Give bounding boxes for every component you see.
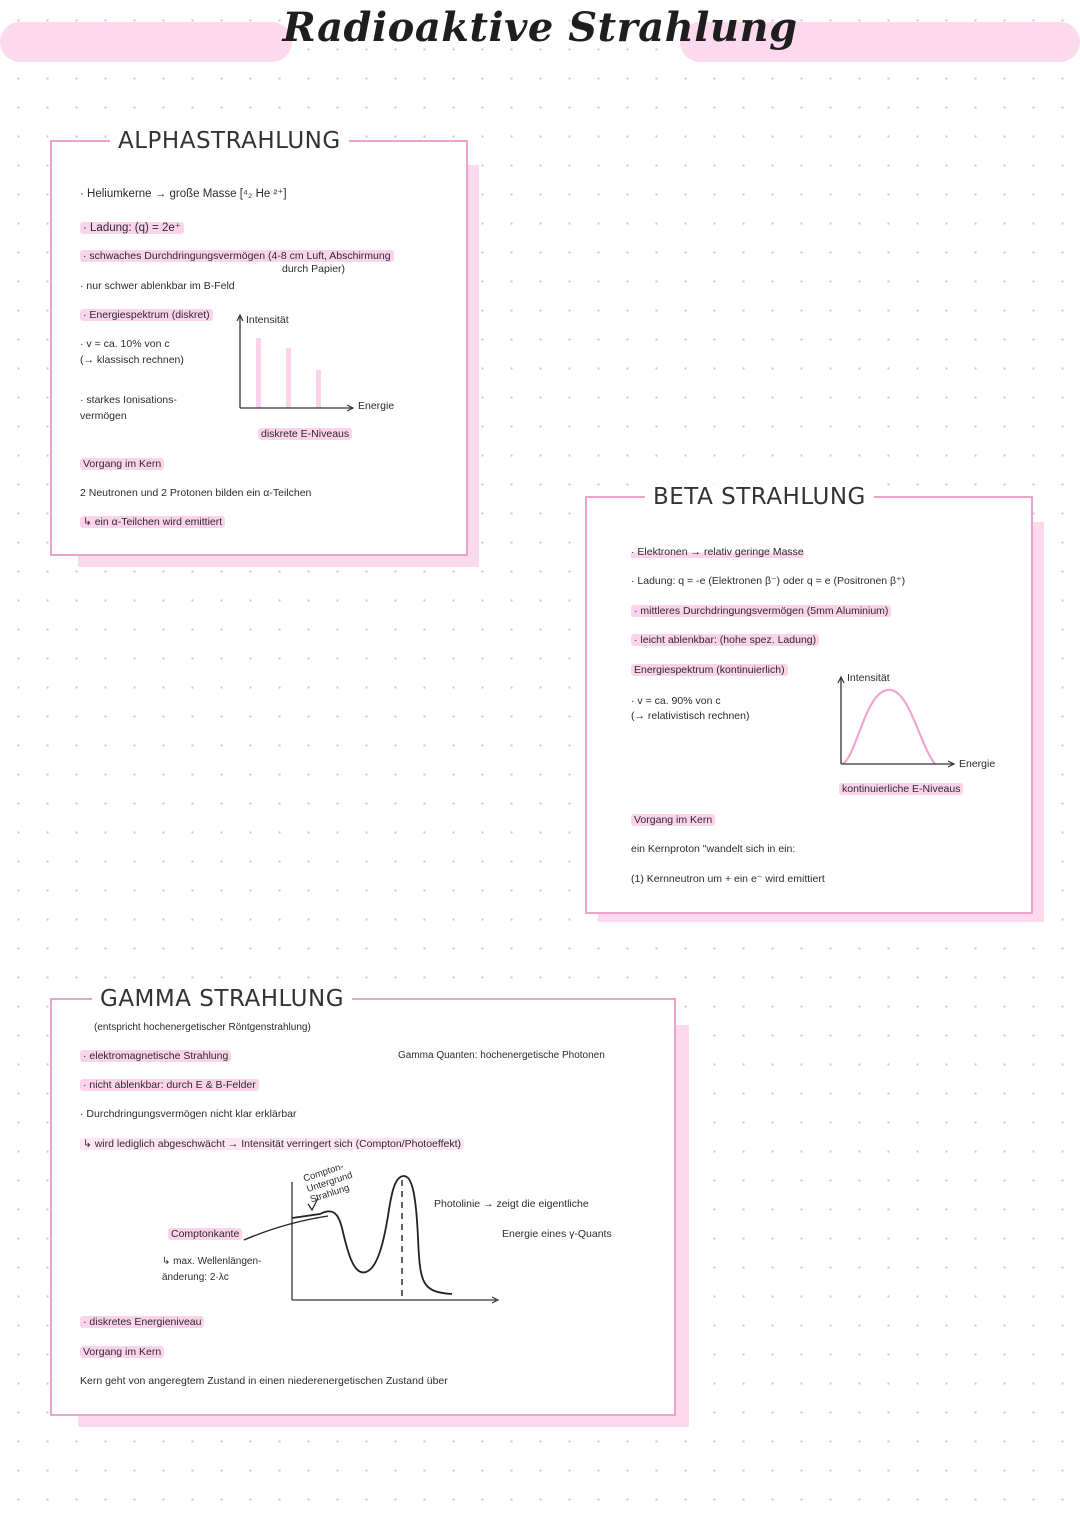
beta-line-3: · mittleres Durchdringungsvermögen (5mm Aluminium)	[631, 605, 891, 617]
alpha-process-2: ↳ ein α-Teilchen wird emittiert	[80, 516, 225, 528]
gamma-photo-line-2: Energie eines γ-Quants	[502, 1228, 612, 1240]
beta-line-7: (→ relativistisch rechnen)	[631, 710, 750, 722]
beta-process-1: ein Kernproton "wandelt sich in ein:	[631, 843, 796, 855]
gamma-heading: GAMMA STRAHLUNG	[92, 986, 352, 1012]
gamma-process-title: Vorgang im Kern	[80, 1346, 164, 1358]
gamma-line-1: · elektromagnetische Strahlung	[80, 1050, 231, 1062]
gamma-line-4: ↳ wird lediglich abgeschwächt → Intensität verringert sich (Compton/Photoeffekt)	[80, 1138, 464, 1150]
gamma-comptonkante-note-1: ↳ max. Wellenlängen-	[162, 1256, 262, 1267]
alpha-line-7: (→ klassisch rechnen)	[80, 354, 184, 366]
alpha-line-4: · nur schwer ablenkbar im B-Feld	[80, 280, 235, 292]
alpha-graph-caption: diskrete E-Niveaus	[258, 428, 352, 440]
beta-line-2: · Ladung: q = -e (Elektronen β⁻) oder q = e (Positronen β⁺)	[631, 575, 906, 587]
alpha-graph-ylabel: Intensität	[246, 314, 289, 326]
beta-graph-xlabel: Energie	[959, 758, 996, 770]
alpha-line-2	[80, 220, 184, 234]
beta-process-2: (1) Kernneutron um + ein e⁻ wird emittiert	[631, 873, 825, 885]
alpha-line-peak-1	[256, 338, 261, 408]
beta-line-6: · v = ca. 90% von c	[631, 695, 721, 707]
beta-line-1: · Elektronen → relativ geringe Masse	[631, 546, 804, 558]
alpha-line-peak-2	[286, 348, 291, 408]
gamma-comptonkante-label: Comptonkante	[168, 1228, 242, 1240]
gamma-side-note: Gamma Quanten: hochenergetische Photonen	[398, 1050, 605, 1061]
alpha-line-6: · v = ca. 10% von c	[80, 338, 170, 350]
gamma-line-3: · Durchdringungsvermögen nicht klar erklärbar	[80, 1108, 297, 1120]
beta-line-5: Energiespektrum (kontinuierlich)	[631, 664, 788, 676]
comptonkante-arrow	[244, 1216, 328, 1240]
gamma-subheading: (entspricht hochenergetischer Röntgenstrahlung)	[94, 1022, 311, 1033]
beta-heading: BETA STRAHLUNG	[645, 484, 874, 510]
gamma-compton-label: Compton-Untergrund Strahlung	[302, 1161, 355, 1206]
gamma-discrete: · diskretes Energieniveau	[80, 1316, 204, 1328]
alpha-heading: ALPHASTRAHLUNG	[110, 128, 349, 154]
alpha-spectrum: · Energiespektrum (diskret)	[80, 309, 213, 321]
gamma-process-1: Kern geht von angeregtem Zustand in einen niederenergetischen Zustand über	[80, 1375, 448, 1387]
alpha-penetration: · schwaches Durchdringungsvermögen (4-8 cm Luft, Abschirmung	[80, 250, 394, 262]
alpha-line-8: · starkes Ionisations-	[80, 394, 177, 406]
gamma-comptonkante-note-2: änderung: 2·λc	[162, 1272, 229, 1283]
beta-continuous-curve	[843, 690, 935, 764]
beta-line-4: · leicht ablenkbar: (hohe spez. Ladung)	[631, 634, 819, 646]
alpha-process-title: Vorgang im Kern	[80, 458, 164, 470]
page-title: Radioaktive Strahlung	[282, 4, 798, 51]
alpha-line-3b: durch Papier)	[282, 263, 346, 275]
alpha-charge: · Ladung: (q) = 2e⁺	[80, 222, 184, 234]
beta-card	[585, 484, 1033, 914]
alpha-graph-xlabel: Energie	[358, 400, 395, 412]
alpha-line-peak-3	[316, 370, 321, 408]
gamma-card	[50, 986, 676, 1416]
gamma-line-2: · nicht ablenkbar: durch E & B-Felder	[80, 1079, 259, 1091]
alpha-process-1: 2 Neutronen und 2 Protonen bilden ein α-Teilchen	[80, 487, 312, 499]
gamma-photo-line-1: Photolinie → zeigt die eigentliche	[434, 1198, 589, 1210]
alpha-line-3	[80, 250, 394, 262]
alpha-card	[50, 128, 468, 556]
alpha-line-5	[80, 309, 213, 321]
alpha-line-9: vermögen	[80, 410, 127, 422]
beta-graph-ylabel: Intensität	[847, 672, 890, 684]
beta-process-title: Vorgang im Kern	[631, 814, 715, 826]
beta-graph-caption: kontinuierliche E-Niveaus	[839, 783, 963, 795]
alpha-line-1: · Heliumkerne → große Masse [⁴₂ He ²⁺]	[80, 188, 287, 200]
beta-spectrum-graph	[835, 674, 975, 774]
